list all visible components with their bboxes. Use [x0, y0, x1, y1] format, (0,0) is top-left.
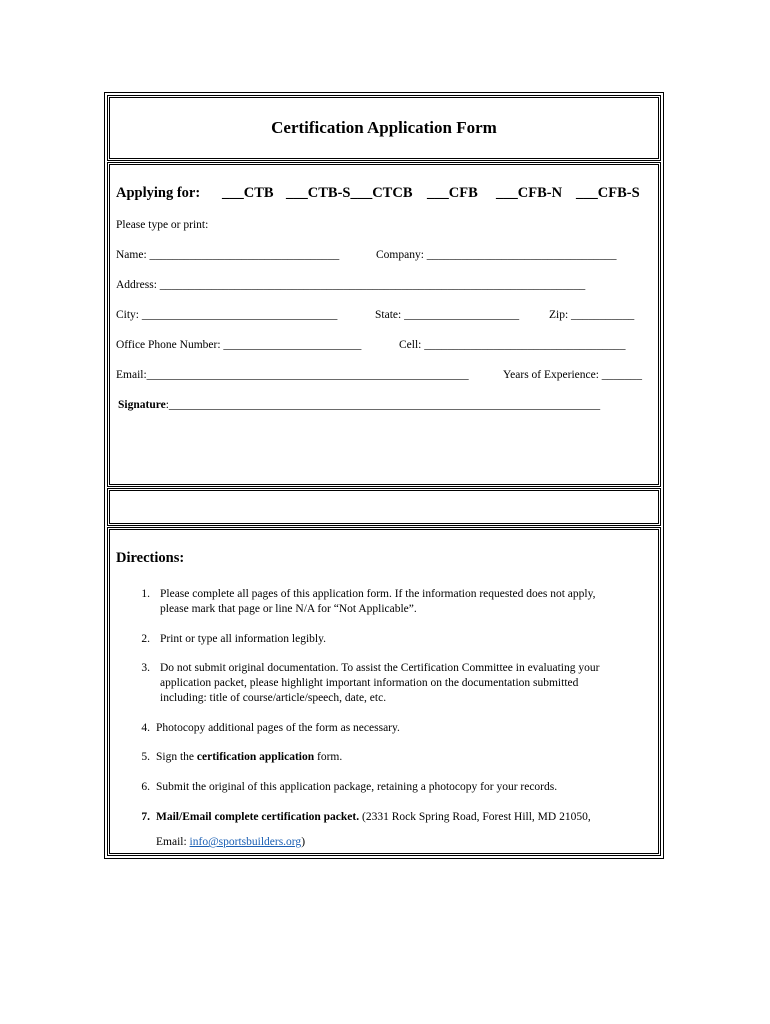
- item-number: 7.: [141, 811, 150, 823]
- item-line: Do not submit original documentation. To assist the Certification Committee in evaluating your: [160, 662, 600, 674]
- item-line: application packet, please highlight important information on the documentation submitted: [160, 677, 579, 689]
- application-section: [107, 162, 661, 487]
- experience-field[interactable]: Years of Experience: _______: [503, 369, 643, 381]
- option-cfb[interactable]: ___CFB: [427, 185, 478, 201]
- email-field[interactable]: Email:________________________________________________________: [116, 369, 469, 381]
- option-ctb-s-ctcb[interactable]: ___CTB-S___CTCB: [286, 185, 413, 201]
- item-text-pre: Sign the: [156, 751, 197, 763]
- city-field[interactable]: City: __________________________________: [116, 309, 338, 321]
- form-title: Certification Application Form: [271, 118, 497, 137]
- cell-field[interactable]: Cell: ___________________________________: [399, 339, 626, 351]
- option-cfb-n[interactable]: ___CFB-N: [496, 185, 563, 201]
- address-field[interactable]: Address: __________________________________________________________________________: [116, 279, 586, 291]
- item-text-bold: certification application: [196, 751, 315, 763]
- item-number: 3.: [141, 662, 150, 674]
- zip-field[interactable]: Zip: ___________: [549, 309, 635, 321]
- item-text-post: form.: [314, 751, 343, 763]
- item-line: including: title of course/article/speech, date, etc.: [160, 692, 387, 704]
- type-or-print-note: Please type or print:: [116, 219, 209, 231]
- item-text-post: (2331 Rock Spring Road, Forest Hill, MD 21050,: [359, 811, 591, 823]
- directions-heading: Directions:: [116, 550, 185, 566]
- item-number: 5.: [141, 751, 150, 763]
- email-line: [156, 835, 648, 850]
- item-text: Print or type all information legibly.: [160, 633, 326, 645]
- item-text: Photocopy additional pages of the form as necessary.: [156, 722, 400, 734]
- item-text: [156, 750, 648, 765]
- blank-section: [107, 488, 661, 526]
- name-field[interactable]: Name: _________________________________: [116, 249, 340, 261]
- item-text: Submit the original of this application package, retaining a photocopy for your records.: [156, 781, 558, 793]
- company-field[interactable]: Company: _________________________________: [376, 249, 617, 261]
- item-number: 6.: [141, 781, 150, 793]
- directions-section: [107, 527, 661, 856]
- signature-row: [118, 399, 652, 411]
- state-field[interactable]: State: ____________________: [375, 309, 520, 321]
- item-number: 2.: [141, 633, 150, 645]
- item-text: [160, 661, 648, 706]
- email-link[interactable]: info@sportsbuilders.org: [189, 836, 302, 848]
- office-phone-field[interactable]: Office Phone Number: ________________________: [116, 339, 362, 351]
- item-number: 4.: [141, 722, 150, 734]
- signature-field[interactable]: :___________________________________________________________________________: [165, 399, 601, 411]
- item-text-bold: Mail/Email complete certification packet.: [156, 811, 360, 823]
- title-section: [107, 95, 661, 161]
- applying-for-label: Applying for:: [116, 185, 201, 201]
- item-line: please mark that page or line N/A for “Not Applicable”.: [160, 603, 417, 615]
- email-close-paren: ): [301, 836, 306, 848]
- option-ctb[interactable]: ___CTB: [222, 185, 274, 201]
- signature-label: Signature: [118, 399, 166, 411]
- item-number: 1.: [141, 588, 150, 600]
- email-label: Email:: [156, 836, 190, 848]
- item-text: [156, 810, 648, 825]
- option-cfb-s[interactable]: ___CFB-S: [576, 185, 640, 201]
- item-text: [160, 587, 648, 617]
- item-line: Please complete all pages of this application form. If the information requested does not apply,: [160, 588, 596, 600]
